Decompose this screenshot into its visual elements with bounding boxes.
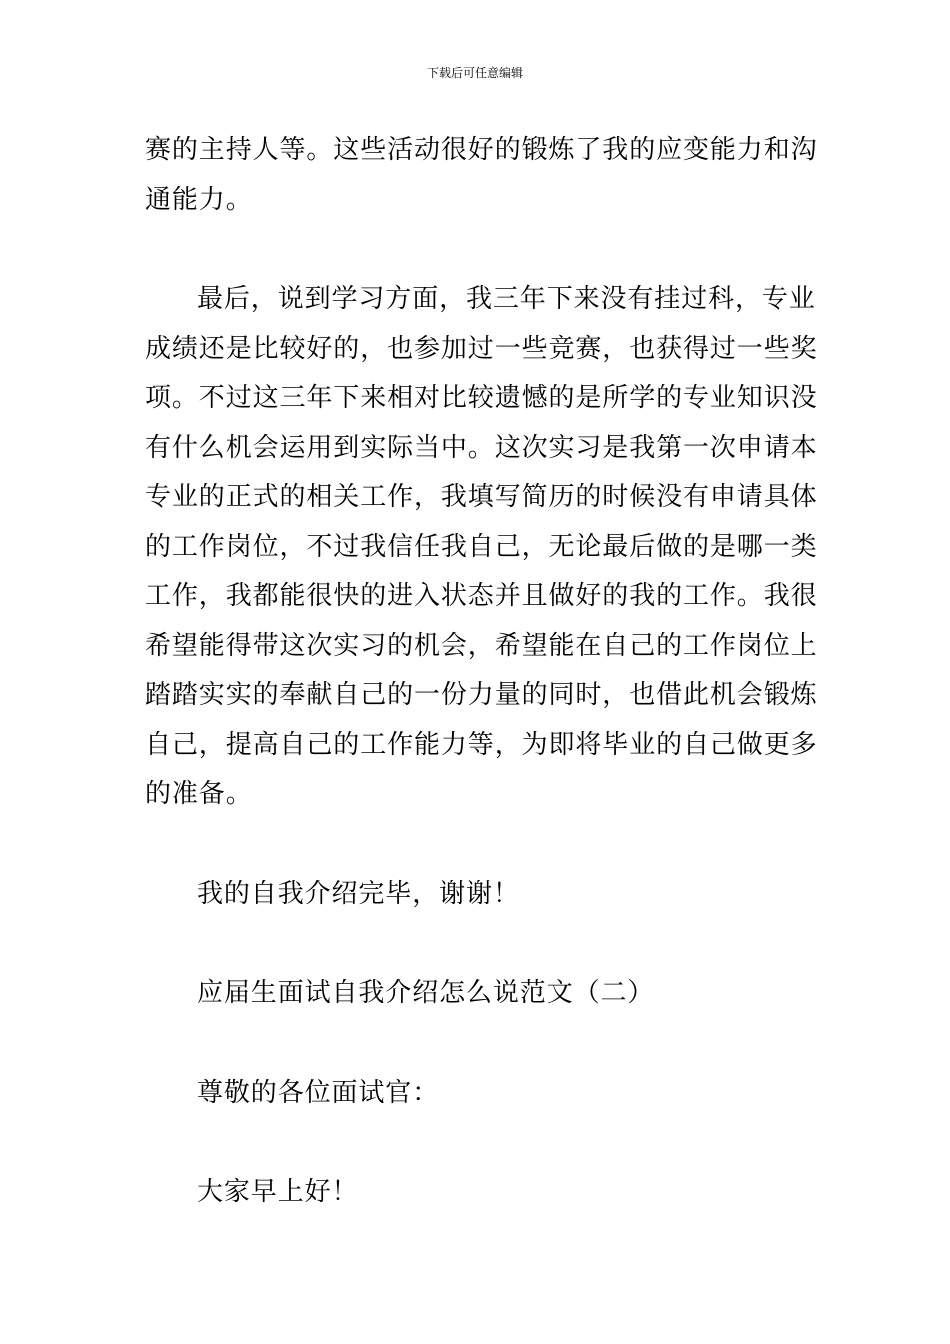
document-body [145, 126, 818, 1218]
text-line: 通能力。 [145, 184, 253, 215]
text-line: 希望能得带这次实习的机会，希望能在自己的工作岗位上 [145, 630, 818, 661]
text-line: 的工作岗位，不过我信任我自己，无论最后做的是哪一类 [145, 531, 818, 562]
text-line: 自己，提高自己的工作能力等，为即将毕业的自己做更多 [145, 729, 818, 760]
paragraph-gap [145, 919, 809, 969]
section-title: 应届生面试自我介绍怎么说范文（二） [197, 978, 655, 1008]
paragraph-gap [145, 1118, 809, 1168]
paragraph-1 [145, 126, 818, 225]
text-line: 工作，我都能很快的进入状态并且做好的我的工作。我很 [145, 581, 818, 611]
paragraph-2 [145, 275, 818, 820]
text-line: 最后，说到学习方面，我三年下来没有挂过科，专业 [197, 284, 816, 314]
text-line: 踏踏实实的奉献自己的一份力量的同时，也借此机会锻炼 [145, 680, 818, 710]
text-line: 有什么机会运用到实际当中。这次实习是我第一次申请本 [145, 432, 818, 463]
page-header: 下载后可任意编辑 [426, 66, 523, 80]
closing-line: 我的自我介绍完毕，谢谢！ [197, 878, 520, 909]
paragraph-gap [145, 1019, 809, 1069]
text-line: 项。不过这三年下来相对比较遗憾的是所学的专业知识没 [145, 383, 818, 413]
text-line: 成绩还是比较好的，也参加过一些竞赛，也获得过一些奖 [145, 333, 818, 364]
text-line: 的准备。 [145, 779, 253, 809]
greeting: 大家早上好！ [197, 1177, 359, 1207]
text-line: 专业的正式的相关工作，我填写简历的时候没有申请具体 [145, 482, 818, 512]
salutation: 尊敬的各位面试官： [197, 1077, 440, 1108]
paragraph-gap [145, 820, 809, 870]
text-line: 赛的主持人等。这些活动很好的锻炼了我的应变能力和沟 [145, 135, 818, 165]
paragraph-gap [145, 225, 809, 275]
